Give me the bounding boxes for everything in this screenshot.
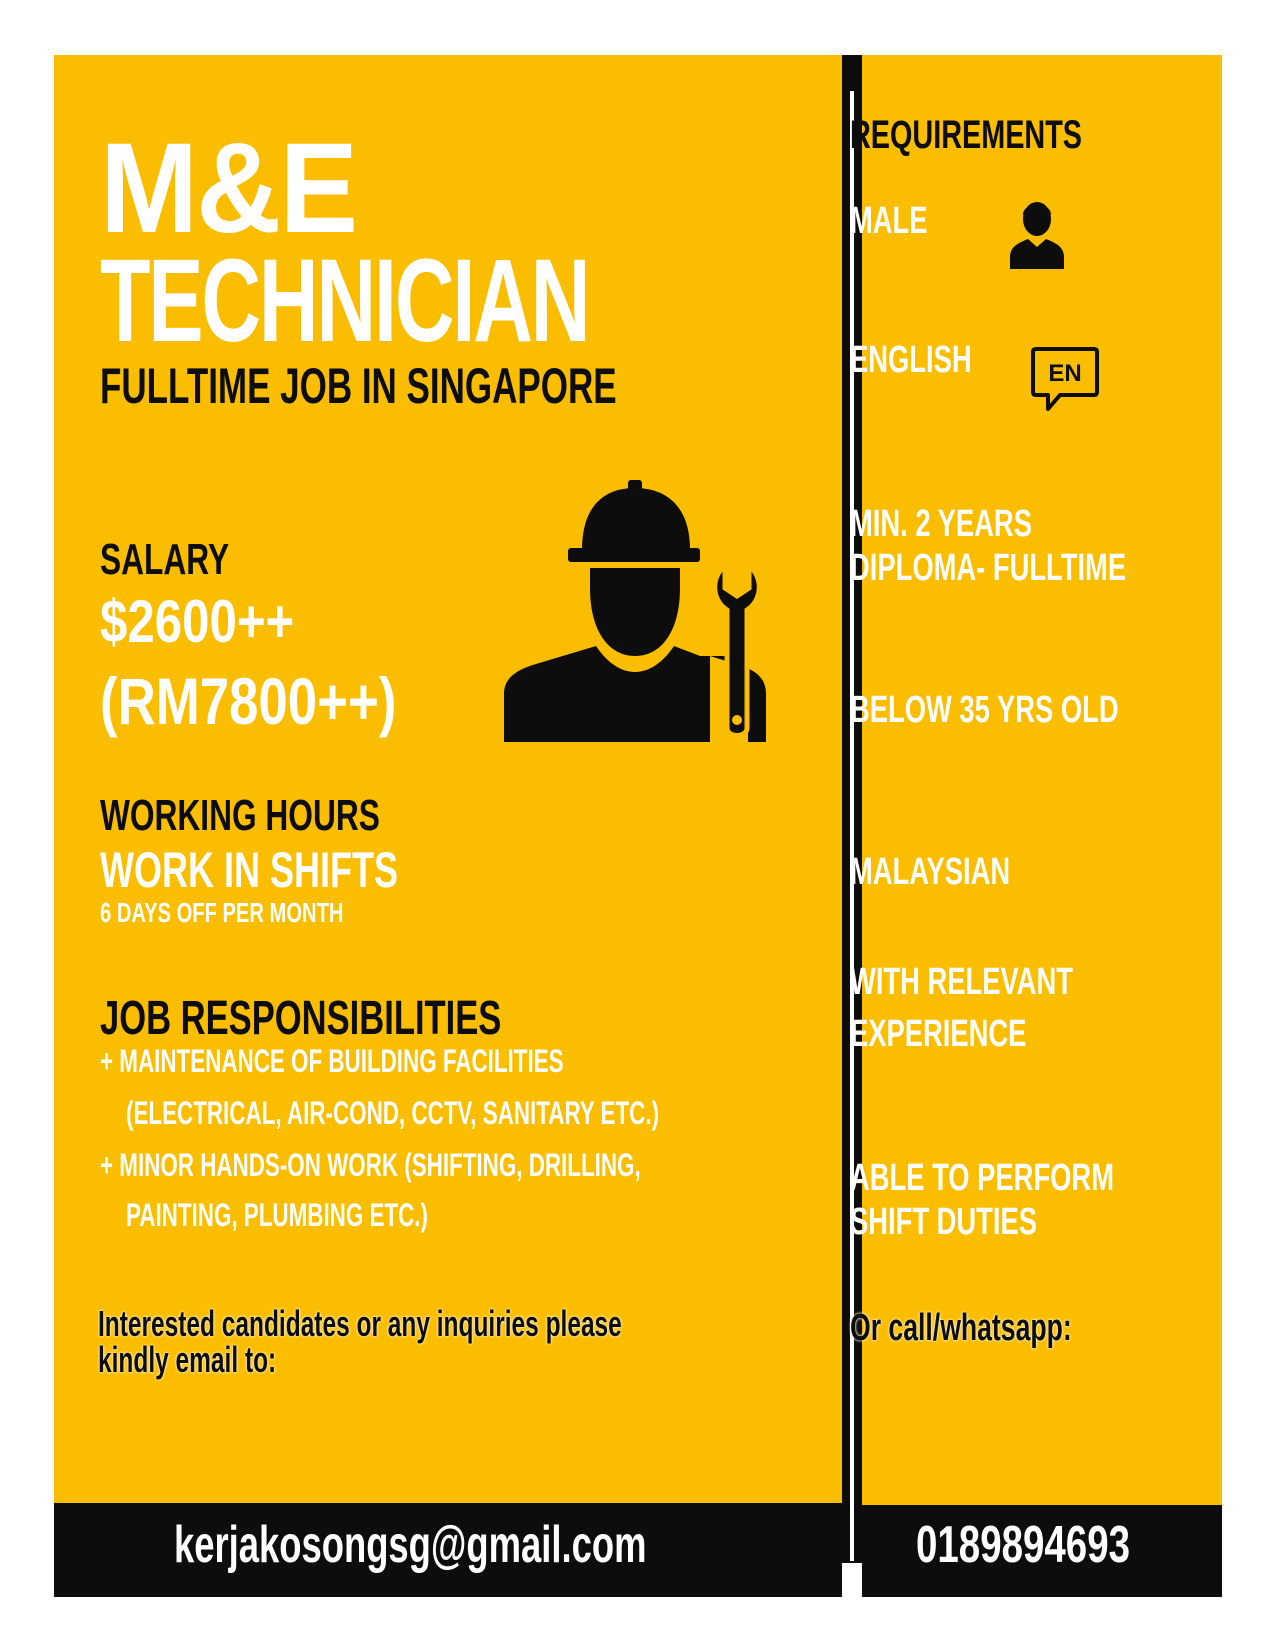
job-poster [54,55,1222,1597]
language-bubble-icon [1030,345,1100,415]
requirements-panel [862,55,1222,1505]
requirement-english: ENGLISH [850,339,972,381]
contact-phone[interactable]: 0189894693 [916,1516,1131,1574]
contact-text-line1: Interested candidates or any inquiries please [98,1303,622,1344]
salary-sgd: $2600++ [100,588,295,655]
requirement-age: BELOW 35 YRS OLD [850,689,1119,731]
working-hours-detail: WORK IN SHIFTS [100,842,398,898]
working-hours-label: WORKING HOURS [100,791,380,840]
requirement-nationality: MALAYSIAN [850,851,1011,893]
requirement-relevant-experience: WITH RELEVANT [850,961,1073,1003]
requirement-diploma: DIPLOMA- FULLTIME [850,547,1127,589]
job-title-line1: M&E [100,117,357,260]
working-hours-note: 6 DAYS OFF PER MONTH [100,897,344,928]
requirement-shift-duties: ABLE TO PERFORM [850,1157,1114,1199]
salary-myr: (RM7800++) [100,664,397,738]
job-subtitle: FULLTIME JOB IN SINGAPORE [100,358,617,414]
technician-icon [504,480,774,742]
responsibility-line: + MINOR HANDS-ON WORK (SHIFTING, DRILLING, [100,1147,641,1183]
person-icon [1008,197,1066,269]
requirement-relevant-experience-cont: EXPERIENCE [850,1013,1027,1055]
responsibilities-label: JOB RESPONSIBILITIES [100,992,502,1045]
call-label: Or call/whatsapp: [850,1307,1072,1349]
requirement-shift-duties-cont: SHIFT DUTIES [850,1201,1037,1243]
responsibility-line: (ELECTRICAL, AIR-COND, CCTV, SANITARY ETC.) [126,1095,660,1131]
requirements-title: REQUIREMENTS [850,113,1083,157]
job-title-line2: TECHNICIAN [100,235,589,367]
requirement-experience-years: MIN. 2 YEARS [850,503,1032,545]
responsibility-line: + MAINTENANCE OF BUILDING FACILITIES [100,1043,564,1079]
responsibility-line: PAINTING, PLUMBING ETC.) [126,1197,428,1233]
language-badge-text: EN [1048,360,1082,387]
contact-email[interactable]: kerjakosongsg@gmail.com [174,1516,647,1574]
requirement-male: MALE [850,200,928,242]
contact-text-line2: kindly email to: [98,1339,277,1380]
salary-label: SALARY [100,535,230,584]
